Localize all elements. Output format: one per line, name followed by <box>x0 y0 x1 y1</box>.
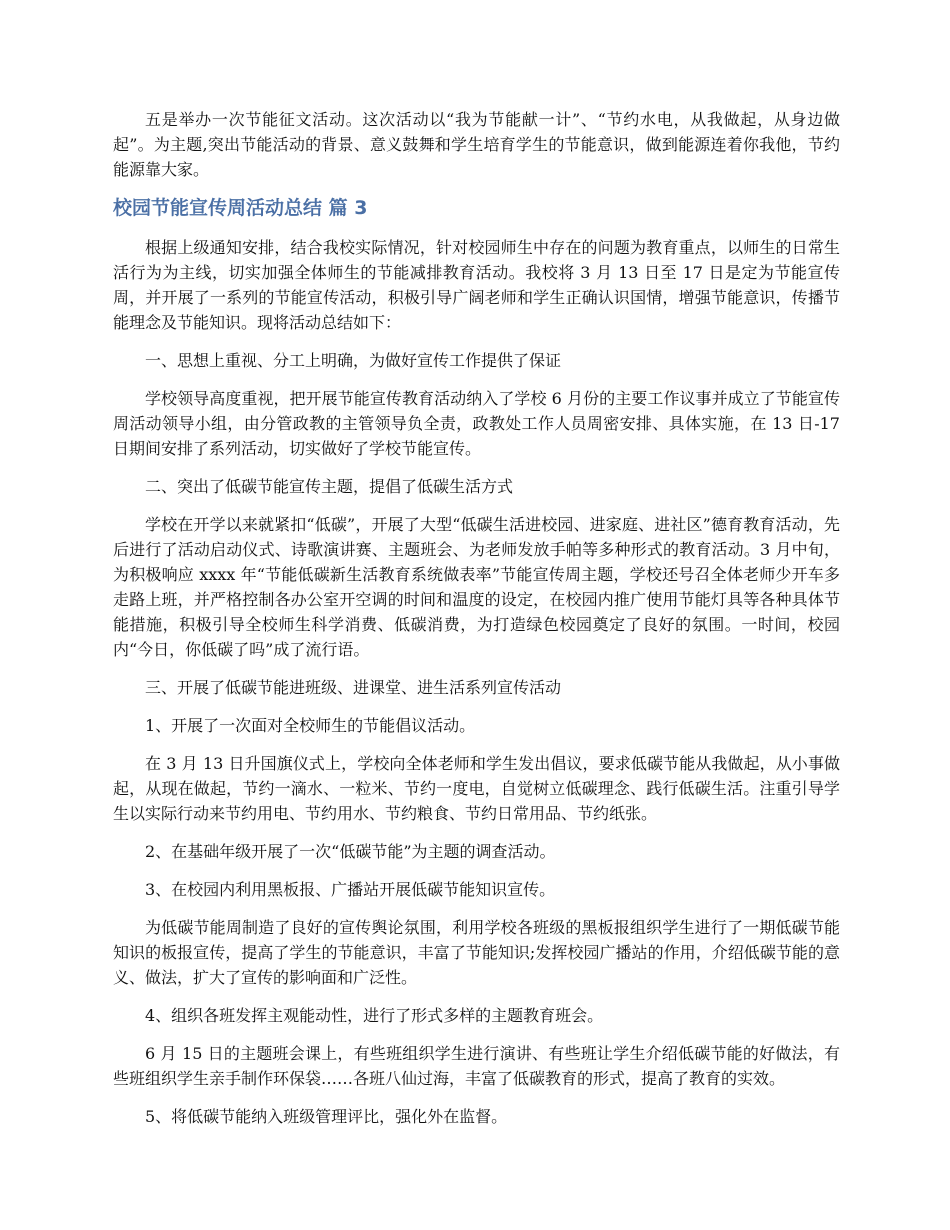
paragraph: 6 月 15 日的主题班会课上，有些班组织学生进行演讲、有些班让学生介绍低碳节能的好做法，有些班组织学生亲手制作环保袋……各班八仙过海，丰富了低碳教育的形式，提高了教育的实效。 <box>113 1044 840 1088</box>
paragraph: 为低碳节能周制造了良好的宣传舆论氛围，利用学校各班级的黑板报组织学生进行了一期低碳节能知识的板报宣传，提高了学生的节能意识，丰富了节能知识;发挥校园广播站的作用，介绍低碳节能的意义、做法，扩大了宣传的影响面和广泛性。 <box>113 918 840 987</box>
section-heading: 校园节能宣传周活动总结 篇 3 <box>113 197 368 219</box>
paragraph: 学校在开学以来就紧扣“低碳”，开展了大型“低碳生活进校园、进家庭、进社区”德育教育活动，先后进行了活动启动仪式、诗歌演讲赛、主题班会、为老师发放手帕等多种形式的教育活动。3 月中旬，为积极响应 xxxx 年“节能低碳新生活教育系统做表率”节能宣传周主题，学校还号召全体老师少开车多走路上班，并严格控制各办公室开空调的时间和温度的设定，在校园内推广使用节能灯具等各种具体节能措施，积极引导全校师生科学消费、低碳消费，为打造绿色校园奠定了良好的氛围。一时间，校园内“今日，你低碳了吗”成了流行语。 <box>113 515 840 659</box>
paragraph: 3、在校园内利用黑板报、广播站开展低碳节能知识宣传。 <box>145 880 556 899</box>
paragraph: 1、开展了一次面对全校师生的节能倡议活动。 <box>145 716 476 735</box>
paragraph: 一、思想上重视、分工上明确，为做好宣传工作提供了保证 <box>145 351 562 370</box>
paragraph-intro: 五是举办一次节能征文活动。这次活动以“我为节能献一计”、“节约水电，从我做起，从身边做起”。为主题,突出节能活动的背景、意义鼓舞和学生培育学生的节能意识，做到能源连着你我他，节约能源靠大家。 <box>113 110 840 179</box>
paragraph: 根据上级通知安排，结合我校实际情况，针对校园师生中存在的问题为教育重点，以师生的日常生活行为为主线，切实加强全体师生的节能减排教育活动。我校将 3 月 13 日至 17 日是定为节能宣传周，并开展了一系列的节能宣传活动，积极引导广阔老师和学生正确认识国情，增强节能意识，传播节能理念及节能知识。现将活动总结如下： <box>113 238 840 332</box>
document-body <box>113 107 840 1142</box>
paragraph: 学校领导高度重视，把开展节能宣传教育活动纳入了学校 6 月份的主要工作议事并成立了节能宣传周活动领导小组，由分管政教的主管领导负全责，政教处工作人员周密安排、具体实施，在 13 日-17 日期间安排了系列活动，切实做好了学校节能宣传。 <box>113 389 840 458</box>
paragraph: 二、突出了低碳节能宣传主题，提倡了低碳生活方式 <box>145 477 514 496</box>
paragraph: 4、组织各班发挥主观能动性，进行了形式多样的主题教育班会。 <box>145 1006 604 1025</box>
paragraph: 5、将低碳节能纳入班级管理评比，强化外在监督。 <box>145 1107 508 1126</box>
paragraph: 三、开展了低碳节能进班级、进课堂、进生活系列宣传活动 <box>145 678 562 697</box>
paragraph: 在 3 月 13 日升国旗仪式上，学校向全体老师和学生发出倡议，要求低碳节能从我做起，从小事做起，从现在做起，节约一滴水、一粒米、节约一度电，自觉树立低碳理念、践行低碳生活。注重引导学生以实际行动来节约用电、节约用水、节约粮食、节约日常用品、节约纸张。 <box>113 754 840 823</box>
paragraph: 2、在基础年级开展了一次“低碳节能”为主题的调查活动。 <box>145 842 556 861</box>
